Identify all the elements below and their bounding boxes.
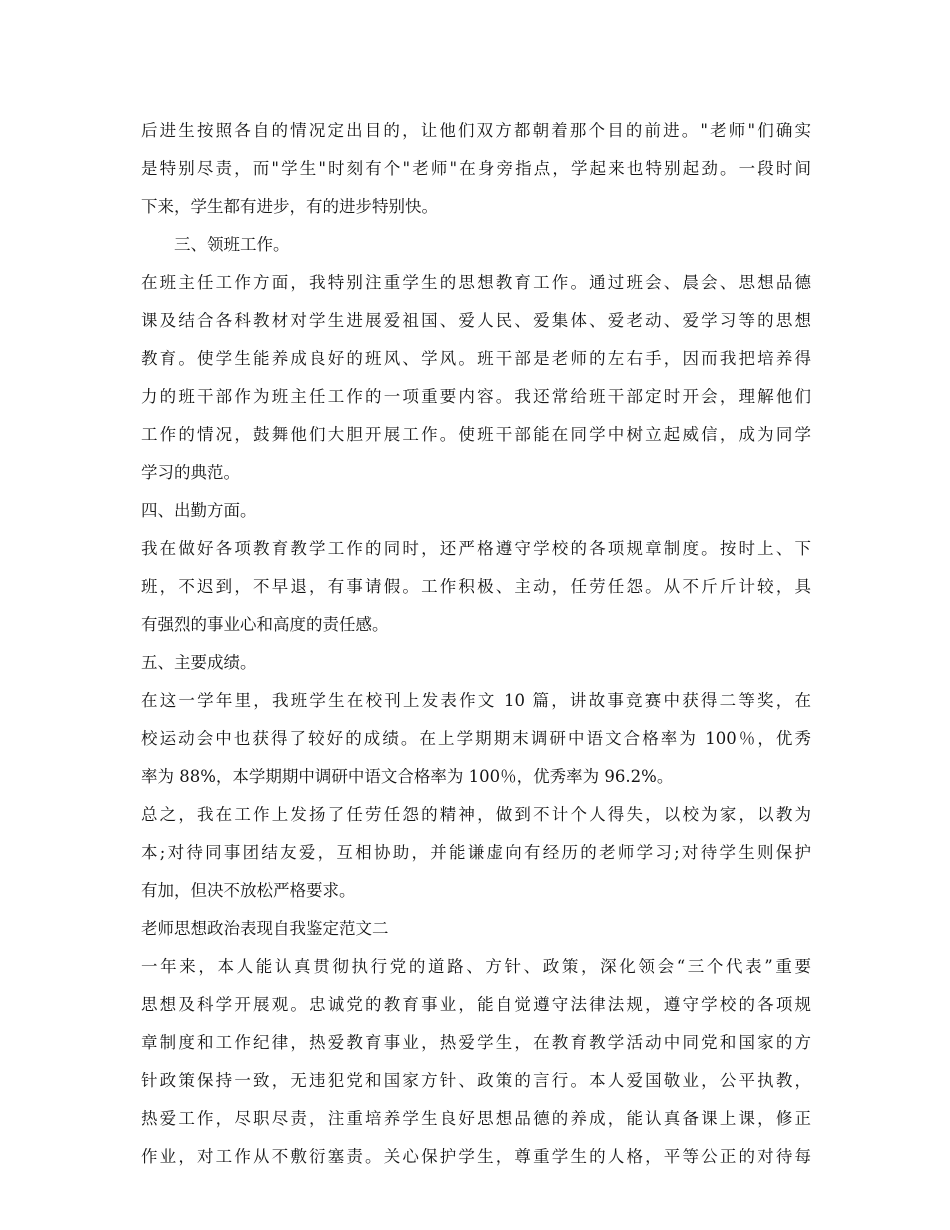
text-line: 力的班干部作为班主任工作的一项重要内容。我还常给班干部定时开会，理解他们 (141, 387, 811, 406)
text-line: 课及结合各科教材对学生进展爱祖国、爱人民、爱集体、爱老动、爱学习等的思想 (141, 311, 811, 330)
text-line: 章制度和工作纪律，热爱教育事业，热爱学生，在教育教学活动中同党和国家的方 (141, 1033, 811, 1052)
text-line: 在这一学年里，我班学生在校刊上发表作文 10 篇，讲故事竞赛中获得二等奖，在 (141, 691, 811, 710)
text-line: 本;对待同事团结友爱，互相协助，并能谦虚向有经历的老师学习;对待学生则保护 (141, 843, 811, 862)
text-line: 下来，学生都有进步，有的进步特别快。 (141, 197, 438, 216)
document-subtitle: 老师思想政治表现自我鉴定范文二 (141, 919, 389, 938)
section-heading: 三、领班工作。 (174, 235, 290, 254)
text-line: 热爱工作，尽职尽责，注重培养学生良好思想品德的养成，能认真备课上课，修正 (141, 1109, 811, 1128)
text-line: 我在做好各项教育教学工作的同时，还严格遵守学校的各项规章制度。按时上、下 (141, 539, 811, 558)
text-line: 校运动会中也获得了较好的成绩。在上学期期末调研中语文合格率为 100％，优秀 (141, 729, 811, 748)
text-line: 班，不迟到，不早退，有事请假。工作积极、主动，任劳任怨。从不斤斤计较，具 (141, 577, 811, 596)
text-line: 学习的典范。 (141, 463, 240, 482)
text-line: 针政策保持一致，无违犯党和国家方针、政策的言行。本人爱国敬业，公平执教， (141, 1071, 811, 1090)
section-heading: 五、主要成绩。 (141, 653, 257, 672)
text-line: 有加，但决不放松严格要求。 (141, 881, 356, 900)
text-line: 有强烈的事业心和高度的责任感。 (141, 615, 389, 634)
text-line: 在班主任工作方面，我特别注重学生的思想教育工作。通过班会、晨会、思想品德 (141, 273, 811, 292)
document-body (141, 112, 811, 1176)
text-line: 一年来，本人能认真贯彻执行党的道路、方针、政策，深化领会“三个代表”重要 (141, 957, 811, 976)
text-line: 率为 88%，本学期期中调研中语文合格率为 100％，优秀率为 96.2%。 (141, 767, 674, 786)
text-line: 是特别尽责，而"学生"时刻有个"老师"在身旁指点，学起来也特别起劲。一段时间 (141, 159, 811, 178)
text-line: 作业，对工作从不敷衍塞责。关心保护学生，尊重学生的人格，平等公正的对待每 (141, 1147, 811, 1166)
text-line: 思想及科学开展观。忠诚党的教育事业，能自觉遵守法律法规，遵守学校的各项规 (141, 995, 811, 1014)
text-line: 教育。使学生能养成良好的班风、学风。班干部是老师的左右手，因而我把培养得 (141, 349, 811, 368)
text-line: 后进生按照各自的情况定出目的，让他们双方都朝着那个目的前进。"老师"们确实 (141, 121, 811, 140)
section-heading: 四、出勤方面。 (141, 501, 257, 520)
text-line: 工作的情况，鼓舞他们大胆开展工作。使班干部能在同学中树立起威信，成为同学 (141, 425, 811, 444)
text-line: 总之，我在工作上发扬了任劳任怨的精神，做到不计个人得失，以校为家，以教为 (141, 805, 811, 824)
